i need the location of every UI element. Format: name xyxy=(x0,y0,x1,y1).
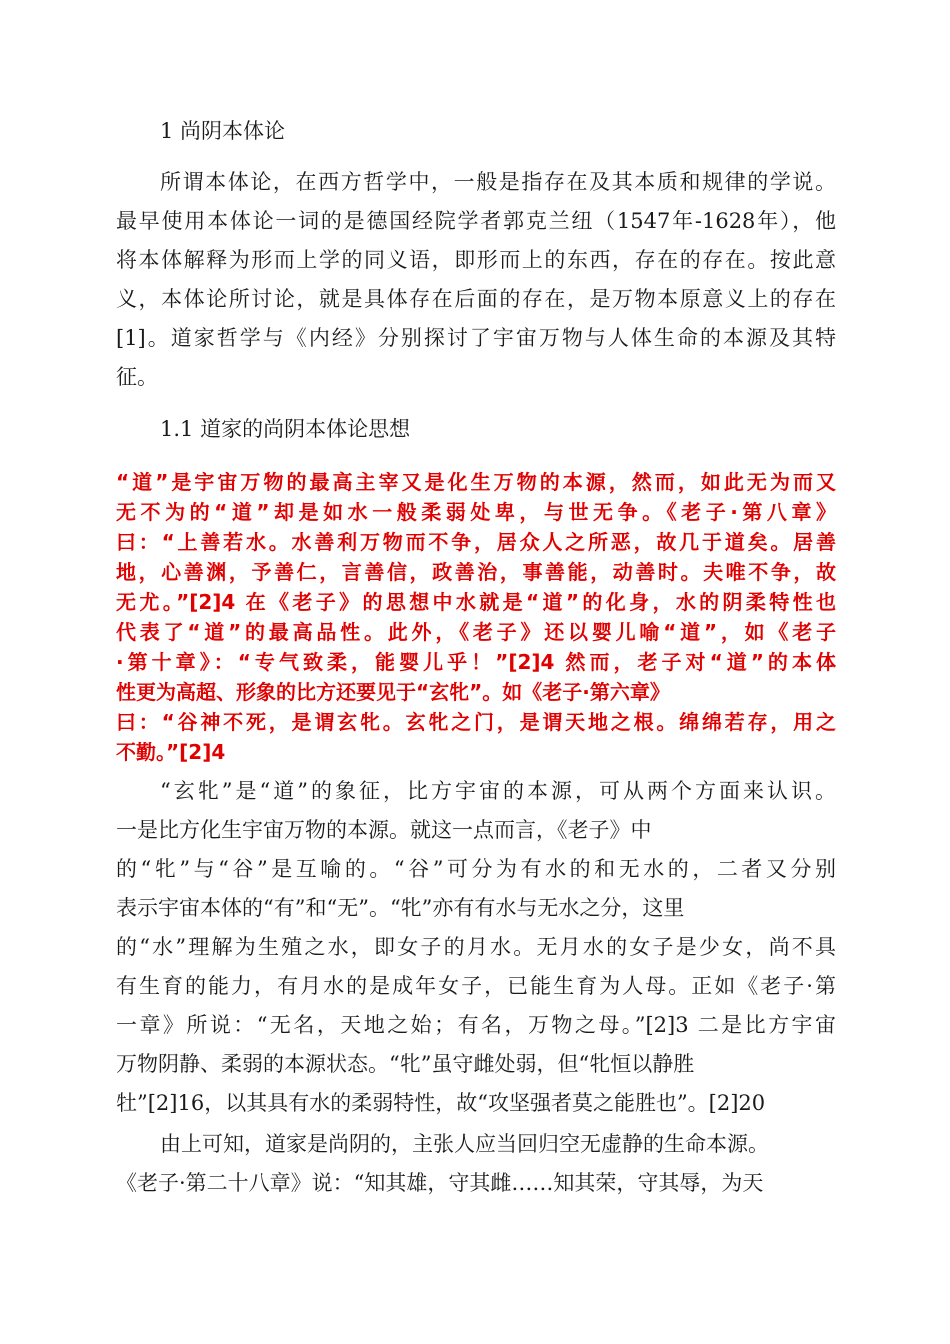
text-line: 征。 xyxy=(116,365,158,389)
section-heading-1: 1 尚阴本体论 xyxy=(160,119,286,143)
text-line: 地，心善渊，予善仁，言善信，政善治，事善能，动善时。夫唯不争，故 xyxy=(116,560,836,584)
text-line: 一是比方化生宇宙万物的本源。就这一点而言，《老子》中 xyxy=(116,818,652,842)
text-line: 义，本体论所讨论，就是具体存在后面的存在，是万物本原意义上的存在 xyxy=(116,287,836,311)
text-line: 万物阴静、柔弱的本源状态。“牝”虽守雌处弱，但“牝恒以静胜 xyxy=(116,1052,695,1076)
text-line: “道”是宇宙万物的最高主宰又是化生万物的本源，然而，如此无为而又 xyxy=(116,470,836,494)
text-line: 有生育的能力，有月水的是成年女子，已能生育为人母。正如《老子·第 xyxy=(116,974,836,998)
text-line: 《老子·第二十八章》说：“知其雄，守其雌……知其荣，守其辱，为天 xyxy=(116,1171,764,1195)
paragraph-conclusion xyxy=(116,1125,836,1203)
text-line: ·第十章》：“专气致柔，能婴儿乎！”[2]4 然而，老子对“道”的本体 xyxy=(116,650,836,674)
highlighted-paragraph-dao xyxy=(116,467,836,767)
paragraph-ontology-definition xyxy=(116,163,836,397)
text-line: “玄牝”是“道”的象征，比方宇宙的本源，可从两个方面来认识。 xyxy=(160,779,836,803)
text-line: 表示宇宙本体的“有”和“无”。“牝”亦有有水与无水之分，这里 xyxy=(116,896,685,920)
text-line: 将本体解释为形而上学的同义语，即形而上的东西，存在的存在。按此意 xyxy=(116,248,836,272)
text-line: 由上可知，道家是尚阴的，主张人应当回归空无虚静的生命本源。 xyxy=(160,1132,769,1156)
text-line: 曰：“谷神不死，是谓玄牝。玄牝之门，是谓天地之根。绵绵若存，用之 xyxy=(116,710,836,734)
text-line: 不勤。”[2]4 xyxy=(116,740,226,764)
text-line: [1]。道家哲学与《内经》分别探讨了宇宙万物与人体生命的本源及其特 xyxy=(116,326,836,350)
paragraph-xuanpin xyxy=(116,772,836,1123)
text-line: 的“水”理解为生殖之水，即女子的月水。无月水的女子是少女，尚不具 xyxy=(116,935,836,959)
text-line: 性更为高超、形象的比方还要见于“玄牝”。如《老子·第六章》 xyxy=(116,680,670,704)
section-heading-1-1: 1.1 道家的尚阴本体论思想 xyxy=(160,417,411,441)
text-line: 所谓本体论，在西方哲学中，一般是指存在及其本质和规律的学说。 xyxy=(160,170,836,194)
text-line: 牡”[2]16，以其具有水的柔弱特性，故“攻坚强者莫之能胜也”。[2]20 xyxy=(116,1091,766,1115)
text-line: 的“牝”与“谷”是互喻的。“谷”可分为有水的和无水的，二者又分别 xyxy=(116,857,836,881)
text-line: 一章》所说：“无名，天地之始；有名，万物之母。”[2]3 二是比方宇宙 xyxy=(116,1013,836,1037)
text-line: 最早使用本体论一词的是德国经院学者郭克兰纽（1547年-1628年），他 xyxy=(116,209,836,233)
text-line: 无不为的“道”却是如水一般柔弱处卑，与世无争。《老子·第八章》 xyxy=(116,500,836,524)
text-line: 曰：“上善若水。水善利万物而不争，居众人之所恶，故几于道矣。居善 xyxy=(116,530,836,554)
text-line: 无尤。”[2]4 在《老子》的思想中水就是“道”的化身，水的阴柔特性也 xyxy=(116,590,836,614)
text-line: 代表了“道”的最高品性。此外，《老子》还以婴儿喻“道”，如《老子 xyxy=(116,620,836,644)
